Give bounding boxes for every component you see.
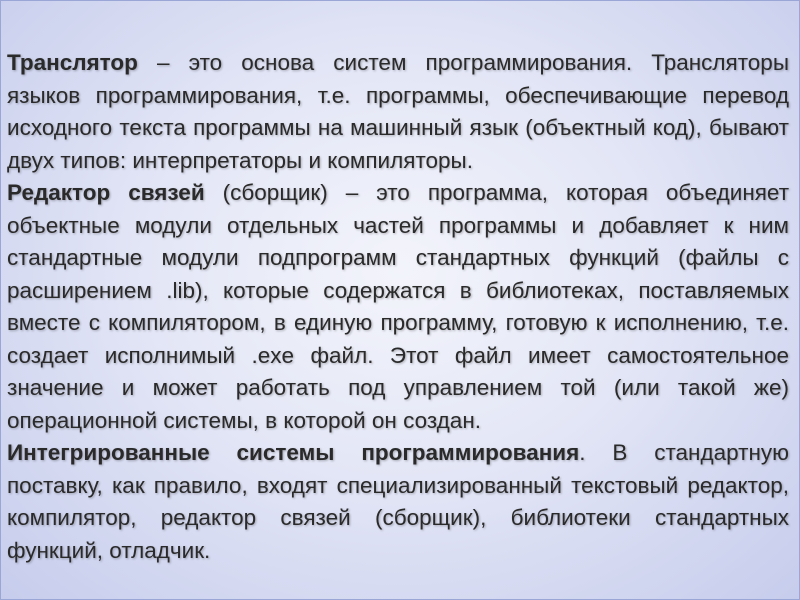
paragraph-ide: [7, 437, 789, 567]
definition-translator: – это основа систем программирования. Трансляторы языков программирования, т.е. программы, обеспечивающие перевод исходного текста программы на машинный язык (объектный код), бывают двух типов: интерпретаторы и компиляторы.: [7, 50, 789, 173]
definition-ide: . В стандартную поставку, как правило, входят специализированный текстовый редактор, компилятор, редактор связей (сборщик), библиотеки стандартных функций, отладчик.: [7, 440, 789, 563]
slide-body: [7, 47, 789, 567]
term-translator: Транслятор: [7, 50, 138, 75]
term-ide: Интегрированные системы программирования: [7, 440, 580, 465]
term-linker: Редактор связей: [7, 180, 205, 205]
paragraph-translator: [7, 47, 789, 177]
definition-linker: (сборщик) – это программа, которая объединяет объектные модули отдельных частей программы и добавляет к ним стандартные модули подпрограмм стандартных функций (файлы с расширением .lib), которые содержатся в библиотеках, поставляемых вместе с компилятором, в единую программу, готовую к исполнению, т.е. создает исполнимый .exe файл. Этот файл имеет самостоятельное значение и может работать под управлением той (или такой же) операционной системы, в которой он создан.: [7, 180, 789, 433]
paragraph-linker: [7, 177, 789, 437]
